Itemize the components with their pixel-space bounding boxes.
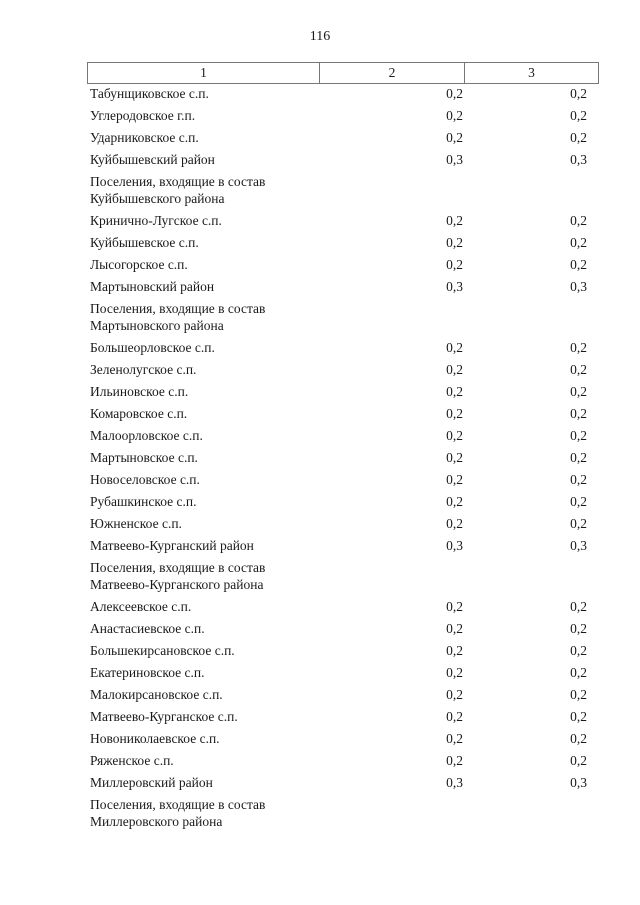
table-row [87,665,599,687]
row-name: Ряженское с.п. [90,753,174,768]
table-row [87,257,599,279]
row-value-col3: 0,3 [570,538,587,553]
table-row [87,340,599,362]
row-value-col3: 0,2 [570,384,587,399]
row-name: Лысогорское с.п. [90,257,188,272]
row-name: Куйбышевское с.п. [90,235,199,250]
row-value-col3: 0,2 [570,108,587,123]
row-name: Большекирсановское с.п. [90,643,235,658]
row-value-col2: 0,2 [446,130,463,145]
row-name: Матвеево-Курганский район [90,538,254,553]
row-value-col3: 0,2 [570,406,587,421]
row-name: Поселения, входящие в состав Матвеево-Курганского района [90,560,266,592]
row-value-col3: 0,3 [570,279,587,294]
row-name: Кринично-Лугское с.п. [90,213,222,228]
header-row [88,63,599,84]
row-value-col3: 0,2 [570,621,587,636]
row-value-col2: 0,3 [446,538,463,553]
table-row [87,643,599,665]
row-name: Анастасиевское с.п. [90,621,205,636]
table-row [87,731,599,753]
row-value-col2: 0,2 [446,213,463,228]
row-value-col2: 0,2 [446,384,463,399]
row-value-col3: 0,2 [570,235,587,250]
row-name: Поселения, входящие в состав Мартыновского района [90,301,266,333]
column-header-2: 2 [320,63,465,84]
row-value-col3: 0,2 [570,753,587,768]
page-number: 116 [309,29,331,44]
row-name: Миллеровский район [90,775,213,790]
table-row [87,709,599,731]
row-value-col2: 0,2 [446,406,463,421]
table-row [87,516,599,538]
row-name: Поселения, входящие в состав Миллеровского района [90,797,266,829]
row-value-col3: 0,2 [570,687,587,702]
row-name: Поселения, входящие в состав Куйбышевского района [90,174,266,206]
row-value-col3: 0,2 [570,428,587,443]
column-header-3: 3 [465,63,599,84]
row-value-col2: 0,2 [446,731,463,746]
row-value-col3: 0,2 [570,213,587,228]
table-row [87,279,599,301]
row-name: Матвеево-Курганское с.п. [90,709,238,724]
row-value-col3: 0,2 [570,494,587,509]
table-row [87,560,599,599]
row-value-col2: 0,2 [446,428,463,443]
table-row [87,174,599,213]
row-value-col2: 0,3 [446,152,463,167]
table-row [87,152,599,174]
table-row [87,301,599,340]
row-value-col3: 0,2 [570,731,587,746]
row-value-col3: 0,2 [570,709,587,724]
row-value-col2: 0,2 [446,643,463,658]
row-name: Большеорловское с.п. [90,340,215,355]
table-row [87,797,599,836]
row-value-col3: 0,2 [570,86,587,101]
row-value-col2: 0,2 [446,516,463,531]
row-value-col3: 0,3 [570,152,587,167]
row-name: Южненское с.п. [90,516,182,531]
table-row [87,86,599,108]
row-value-col2: 0,2 [446,257,463,272]
row-value-col3: 0,2 [570,599,587,614]
row-value-col2: 0,2 [446,753,463,768]
table-row [87,450,599,472]
row-value-col2: 0,2 [446,450,463,465]
table-row [87,213,599,235]
table-row [87,235,599,257]
row-value-col2: 0,3 [446,279,463,294]
table-header [87,62,599,84]
row-value-col2: 0,2 [446,599,463,614]
row-value-col3: 0,2 [570,130,587,145]
row-value-col3: 0,3 [570,775,587,790]
table-row [87,621,599,643]
row-name: Ударниковское с.п. [90,130,199,145]
row-value-col2: 0,2 [446,108,463,123]
row-name: Новониколаевское с.п. [90,731,220,746]
row-value-col2: 0,2 [446,621,463,636]
row-value-col2: 0,2 [446,472,463,487]
row-value-col2: 0,2 [446,709,463,724]
row-value-col2: 0,2 [446,235,463,250]
row-name: Комаровское с.п. [90,406,188,421]
row-name: Екатериновское с.п. [90,665,205,680]
table-row [87,472,599,494]
row-value-col3: 0,2 [570,340,587,355]
row-name: Новоселовское с.п. [90,472,200,487]
row-value-col3: 0,2 [570,472,587,487]
row-name: Табунщиковское с.п. [90,86,209,101]
row-name: Рубашкинское с.п. [90,494,197,509]
row-value-col2: 0,2 [446,86,463,101]
row-name: Мартыновский район [90,279,215,294]
row-name: Малокирсановское с.п. [90,687,223,702]
table-row [87,538,599,560]
row-value-col2: 0,2 [446,340,463,355]
row-name: Углеродовское г.п. [90,108,196,123]
row-value-col3: 0,2 [570,665,587,680]
row-value-col2: 0,2 [446,494,463,509]
table-body [87,86,599,836]
row-value-col2: 0,2 [446,362,463,377]
row-name: Малоорловское с.п. [90,428,203,443]
column-header-1: 1 [88,63,320,84]
table-row [87,384,599,406]
table-row [87,130,599,152]
table-row [87,599,599,621]
row-value-col3: 0,2 [570,516,587,531]
row-value-col2: 0,3 [446,775,463,790]
row-value-col2: 0,2 [446,665,463,680]
table-row [87,428,599,450]
table-row [87,775,599,797]
row-name: Куйбышевский район [90,152,215,167]
row-name: Зеленолугское с.п. [90,362,197,377]
row-value-col3: 0,2 [570,450,587,465]
table-row [87,494,599,516]
row-value-col3: 0,2 [570,643,587,658]
table-row [87,362,599,384]
row-value-col2: 0,2 [446,687,463,702]
row-name: Ильиновское с.п. [90,384,189,399]
row-value-col3: 0,2 [570,257,587,272]
table-row [87,406,599,428]
row-name: Алексеевское с.п. [90,599,192,614]
row-name: Мартыновское с.п. [90,450,198,465]
table-row [87,687,599,709]
table-row [87,753,599,775]
table-row [87,108,599,130]
row-value-col3: 0,2 [570,362,587,377]
